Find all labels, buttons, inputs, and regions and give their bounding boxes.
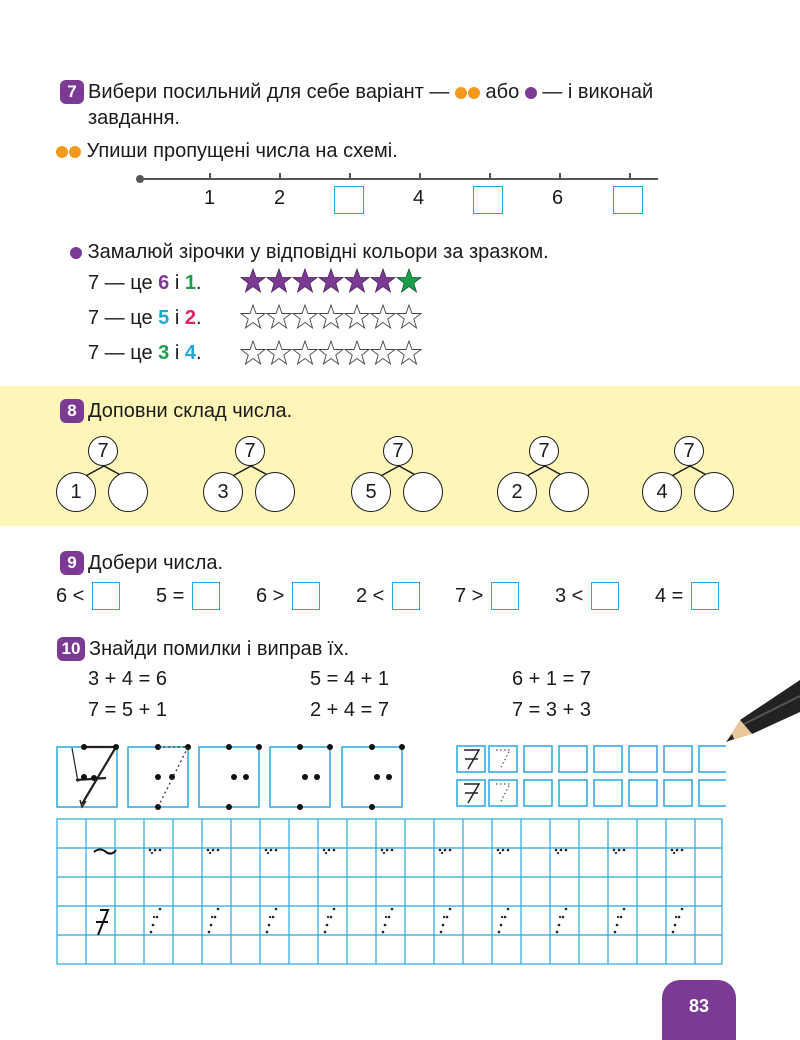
equation[interactable]: 6 + 1 = 7 <box>512 668 591 690</box>
practice-grid <box>57 819 722 964</box>
comparison-expression: 3 < <box>555 585 584 607</box>
digit-stroke-boxes <box>57 747 402 807</box>
page-number: 83 <box>662 980 736 1040</box>
task7-instruction-part3: — і виконай <box>542 81 654 103</box>
purple-dot-icon <box>525 87 537 99</box>
task7-instruction-part2: або <box>485 81 520 103</box>
task8-title: Доповни склад числа. <box>88 400 293 422</box>
orange-dots-icon <box>455 87 467 99</box>
star-row-empty <box>241 305 421 328</box>
task7-instruction-line2: завдання. <box>88 107 180 129</box>
tree-top-number: 7 <box>529 436 559 466</box>
tree-left-number: 1 <box>56 472 96 512</box>
comparison-expression: 6 > <box>256 585 285 607</box>
row-prefix: 7 — це <box>88 342 153 364</box>
task10-title: Знайди помилки і виправ їх. <box>89 638 350 660</box>
number-line <box>130 168 670 188</box>
numberline-label: 1 <box>204 187 216 209</box>
row-number-a: 5 <box>158 307 170 329</box>
row-number-a: 6 <box>158 272 170 294</box>
comparison-expression: 5 = <box>156 585 185 607</box>
task-number-badge: 7 <box>60 80 84 104</box>
row-number-b: 2 <box>184 307 196 329</box>
tree-top-number: 7 <box>88 436 118 466</box>
comparison-expression: 4 = <box>655 585 684 607</box>
answer-box[interactable] <box>92 582 120 610</box>
numberline-label: 6 <box>552 187 564 209</box>
row-sep: і <box>174 272 180 294</box>
equation[interactable]: 5 = 4 + 1 <box>310 668 389 690</box>
pencil-icon <box>712 672 800 744</box>
purple-dot-icon <box>70 247 82 259</box>
tree-top-number: 7 <box>383 436 413 466</box>
task-number-badge: 10 <box>57 637 85 661</box>
row-end: . <box>195 272 202 294</box>
task7-instruction <box>88 80 653 104</box>
tree-answer-circle[interactable] <box>255 472 295 512</box>
tree-top-number: 7 <box>235 436 265 466</box>
tree-left-number: 3 <box>203 472 243 512</box>
row-sep: і <box>174 307 180 329</box>
numberline-label: 4 <box>413 187 425 209</box>
answer-box[interactable] <box>613 186 643 214</box>
star-rows <box>240 266 435 371</box>
small-digit-boxes <box>457 746 726 806</box>
task-number-badge: 8 <box>60 399 84 423</box>
answer-box[interactable] <box>334 186 364 214</box>
star-row-label <box>88 306 202 330</box>
row-sep: і <box>174 342 180 364</box>
comparison-expression: 2 < <box>356 585 385 607</box>
row-number-b: 4 <box>184 342 196 364</box>
row-number-a: 3 <box>158 342 170 364</box>
answer-box[interactable] <box>691 582 719 610</box>
row-end: . <box>195 307 202 329</box>
numberline-label: 2 <box>274 187 286 209</box>
star-row-label <box>88 271 202 295</box>
task9-title: Добери числа. <box>88 552 224 574</box>
equation[interactable]: 3 + 4 = 6 <box>88 668 167 690</box>
subtask-a-text: Упиши пропущені числа на схемі. <box>86 140 398 162</box>
orange-dots-icon <box>56 146 68 158</box>
tree-left-number: 4 <box>642 472 682 512</box>
subtask-a <box>56 139 398 163</box>
subtask-b-text: Замалюй зірочки у відповідні кольори за зразком. <box>87 241 549 263</box>
answer-box[interactable] <box>591 582 619 610</box>
equation[interactable]: 7 = 5 + 1 <box>88 699 167 721</box>
comparison-expression: 7 > <box>455 585 484 607</box>
row-number-b: 1 <box>184 272 196 294</box>
star-row-sample <box>241 269 421 292</box>
tree-answer-circle[interactable] <box>108 472 148 512</box>
orange-dot-icon <box>69 146 81 158</box>
row-prefix: 7 — це <box>88 272 153 294</box>
comparison-expression: 6 < <box>56 585 85 607</box>
subtask-b <box>70 240 549 264</box>
tree-top-number: 7 <box>674 436 704 466</box>
answer-box[interactable] <box>292 582 320 610</box>
answer-box[interactable] <box>392 582 420 610</box>
tree-answer-circle[interactable] <box>403 472 443 512</box>
row-end: . <box>195 342 202 364</box>
equation[interactable]: 2 + 4 = 7 <box>310 699 389 721</box>
tree-left-number: 5 <box>351 472 391 512</box>
orange-dot-icon <box>468 87 480 99</box>
equation[interactable]: 7 = 3 + 3 <box>512 699 591 721</box>
star-row-label <box>88 341 202 365</box>
tree-answer-circle[interactable] <box>694 472 734 512</box>
digit-writing-practice <box>54 742 726 968</box>
task7-instruction-part1: Вибери посильний для себе варіант — <box>88 81 450 103</box>
answer-box[interactable] <box>192 582 220 610</box>
row-prefix: 7 — це <box>88 307 153 329</box>
task-number-badge: 9 <box>60 551 84 575</box>
answer-box[interactable] <box>491 582 519 610</box>
answer-box[interactable] <box>473 186 503 214</box>
tree-answer-circle[interactable] <box>549 472 589 512</box>
tree-left-number: 2 <box>497 472 537 512</box>
star-row-empty <box>241 341 421 364</box>
